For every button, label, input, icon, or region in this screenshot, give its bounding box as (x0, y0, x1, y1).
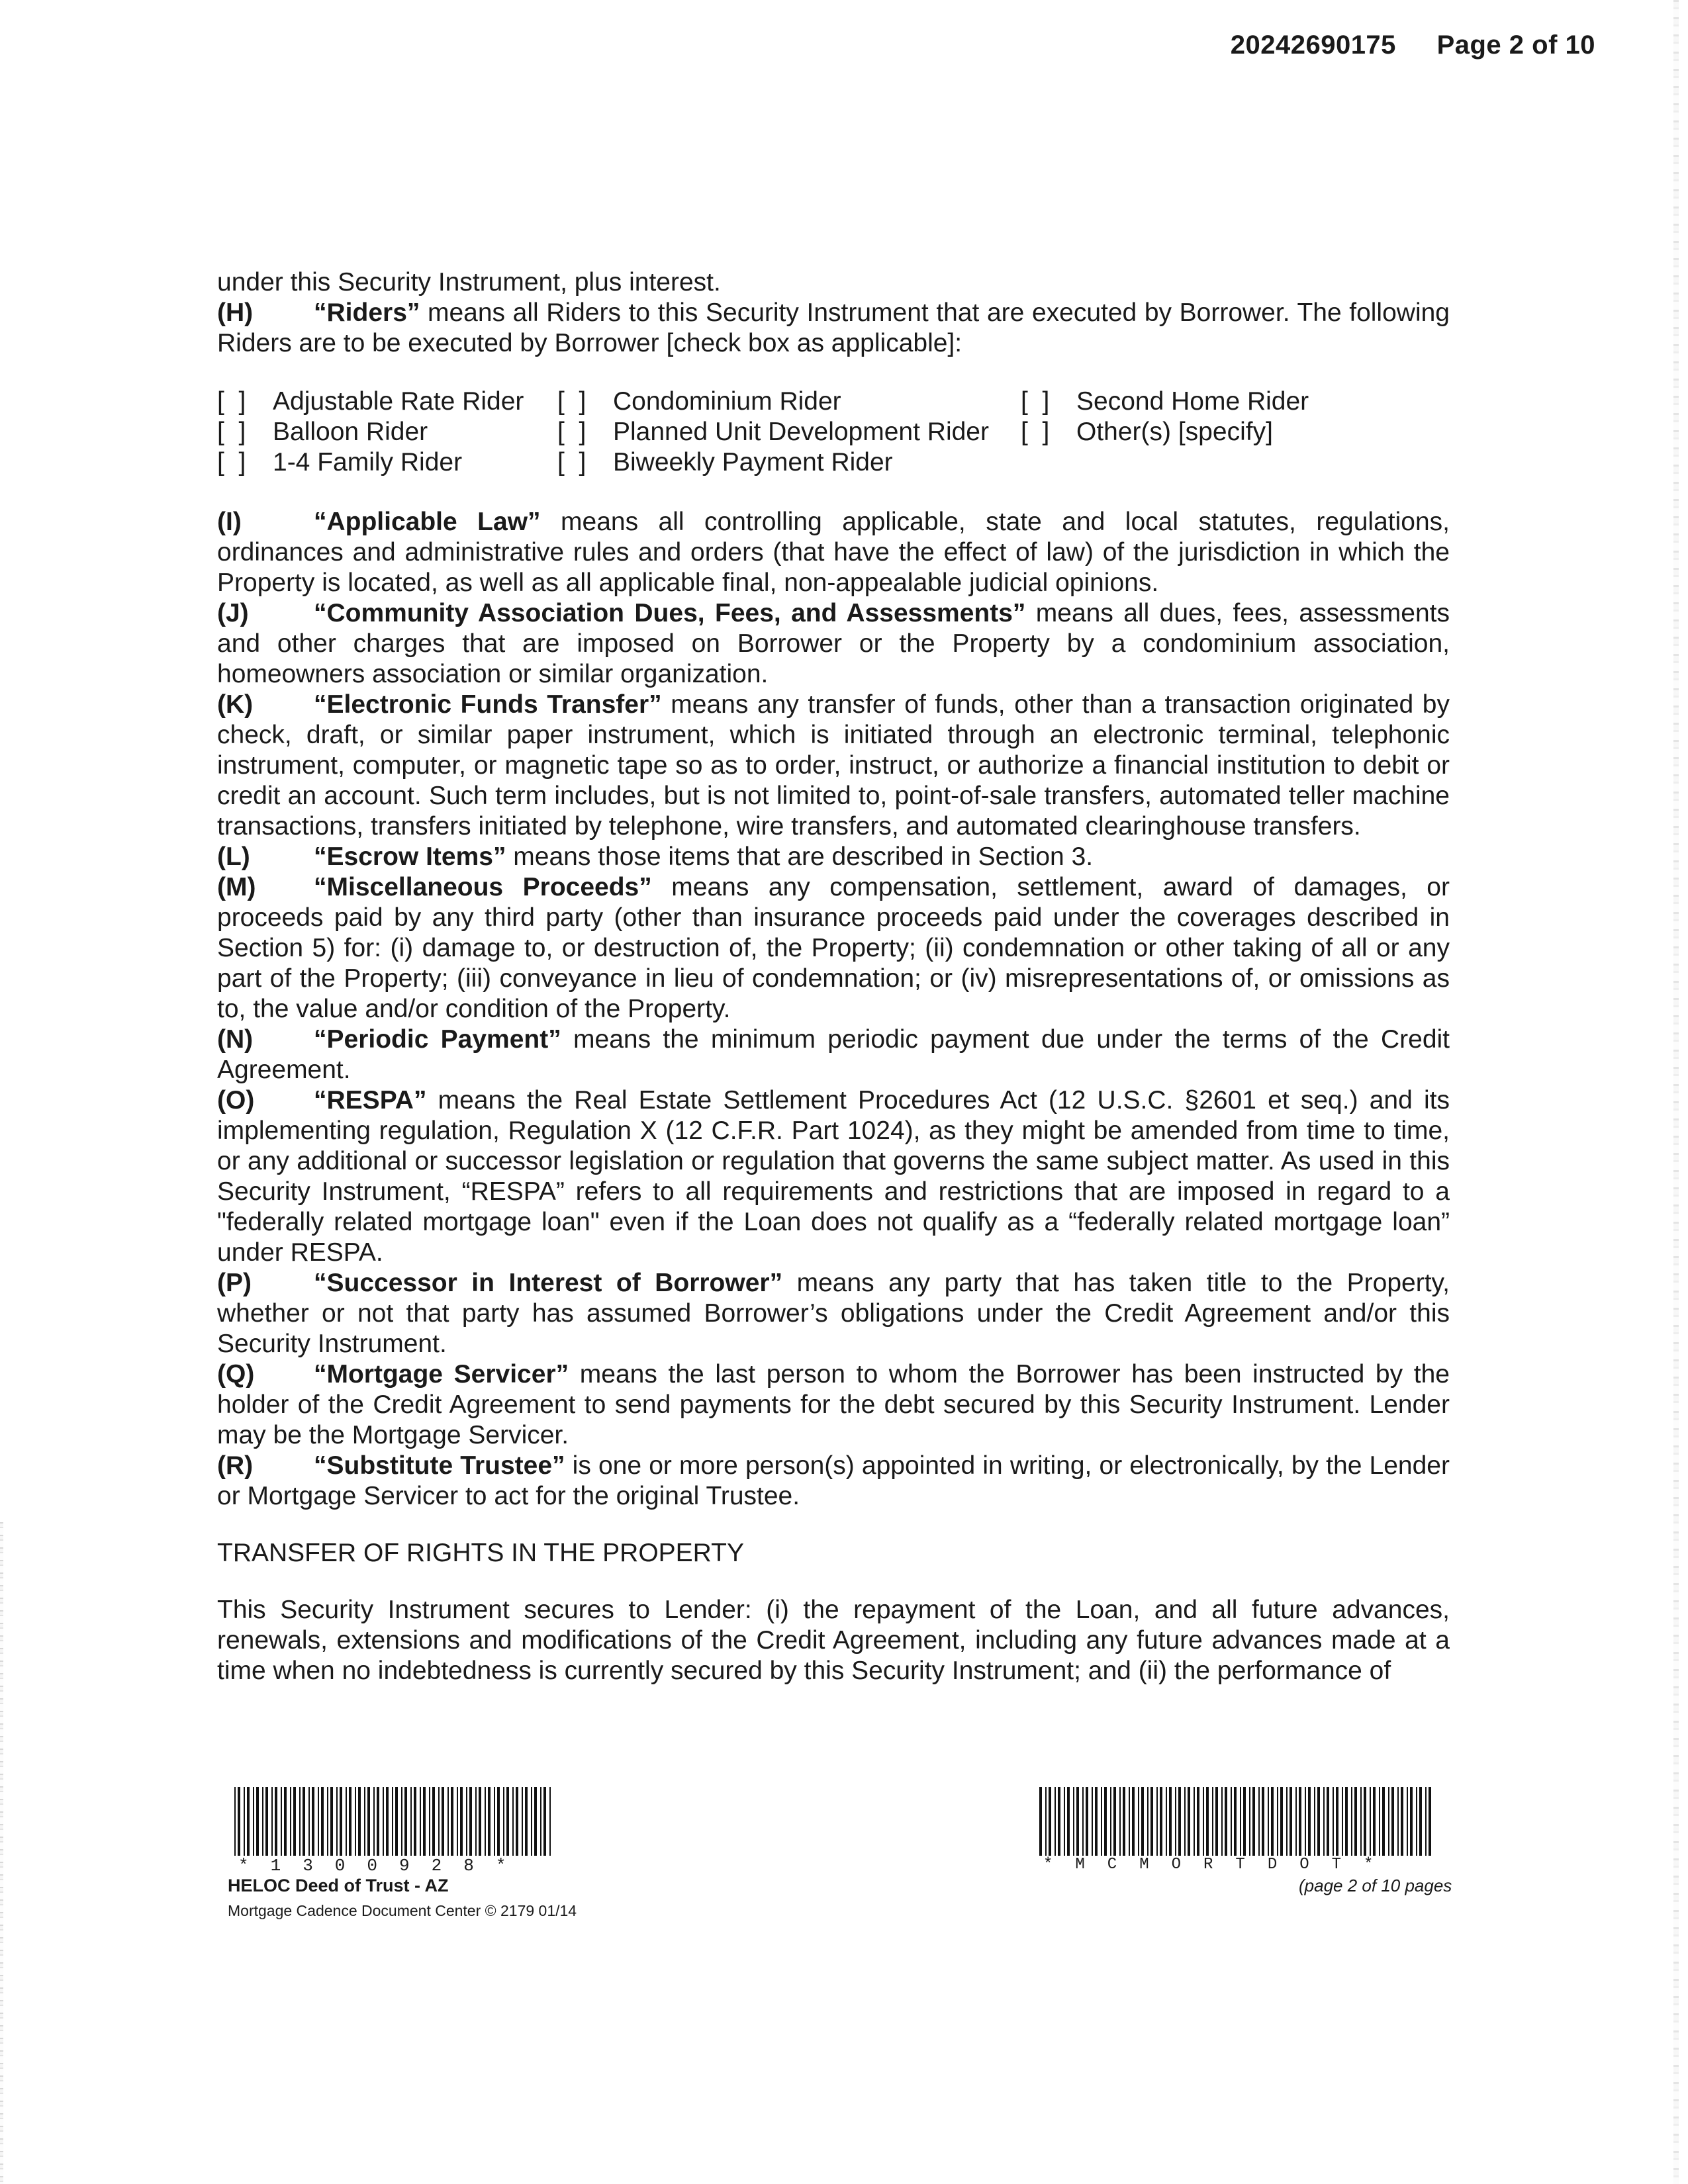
barcode-bar (383, 1787, 384, 1856)
barcode-bar (497, 1787, 500, 1856)
barcode-bar (1305, 1787, 1306, 1856)
definition-letter: (K) (217, 690, 254, 719)
barcode-bar (410, 1787, 412, 1856)
barcode-bar (262, 1787, 263, 1856)
rider-label: 1-4 Family Rider (273, 448, 463, 477)
barcode-bar (457, 1787, 458, 1856)
barcode-bar (534, 1787, 537, 1856)
barcode-bar (1129, 1787, 1130, 1856)
definition-term: “RESPA” (314, 1086, 427, 1115)
barcode-bar (1039, 1787, 1042, 1856)
scan-edge-artifact (1673, 0, 1679, 2184)
barcode-bar (1160, 1787, 1162, 1856)
definition-text: means any party that has taken title to the Property, whether or not that party has assumed Borrower’s obligations under the Credit Agreement and/or this Security Instrument. (217, 1269, 1450, 1358)
definition-letter: (Q) (217, 1360, 255, 1388)
barcode-bar (256, 1787, 259, 1856)
barcode-bar (1123, 1787, 1125, 1856)
barcode-bar (1388, 1787, 1389, 1856)
barcode-bar (1110, 1787, 1111, 1856)
rider-label: Other(s) [specify] (1076, 418, 1273, 446)
barcode-bar (1092, 1787, 1093, 1856)
definition-text: means the Real Estate Settlement Procedures Act (12 U.S.C. §2601 et seq.) and its implementing regulation, Regulation X (12 C.F.R. Part 1024), as they might be amended from time to time, or any additional or successor legislation or regulation that governs the same subject matter. As used in this Security Instrument, “RESPA” refers to all requirements and restrictions that are imposed in regard to a "federally related mortgage loan" even if the Loan does not qualify as a “federally related mortgage loan” under RESPA. (217, 1086, 1450, 1267)
barcode-bar (1407, 1787, 1408, 1856)
definition-letter: (R) (217, 1451, 254, 1480)
definition-mortgage-servicer (217, 1359, 1450, 1451)
definition-term: “Riders” (314, 298, 420, 327)
definition-term: “Substitute Trustee” (314, 1451, 565, 1480)
barcode-bar (1147, 1787, 1149, 1856)
definition-letter: (N) (217, 1025, 254, 1054)
barcode-bar (358, 1787, 361, 1856)
barcode-bar (540, 1787, 541, 1856)
barcode-bar (308, 1787, 310, 1856)
barcode-bar (1234, 1787, 1237, 1856)
barcode-bar (1240, 1787, 1241, 1856)
barcode-bar (1119, 1787, 1121, 1856)
barcode-bar (469, 1787, 472, 1856)
barcode-left (232, 1787, 556, 1856)
barcode-bar (247, 1787, 250, 1856)
barcode-bar (340, 1787, 342, 1856)
barcode-bar (1203, 1787, 1204, 1856)
barcode-bar (1197, 1787, 1199, 1856)
rider-label: Planned Unit Development Rider (613, 418, 989, 446)
barcode-bar (1370, 1787, 1371, 1856)
barcode-bar (1410, 1787, 1413, 1856)
barcode-bar (1333, 1787, 1334, 1856)
barcode-bar (1323, 1787, 1325, 1856)
barcode-bar (1150, 1787, 1153, 1856)
barcode-bar (265, 1787, 268, 1856)
barcode-bar (1391, 1787, 1394, 1856)
form-name: HELOC Deed of Trust - AZ (228, 1876, 449, 1895)
definition-text: is one or more person(s) appointed in writing, or electronically, by the Lender or Mortgage Servicer to act for the original Trustee. (217, 1451, 1450, 1510)
barcode-bar (303, 1787, 305, 1856)
transfer-of-rights-paragraph: This Security Instrument secures to Lender: (i) the repayment of the Loan, and all future advances, renewals, extensions and modifications of the Credit Agreement, including any future advances made at a time when no indebtedness is currently secured by this Security Instrument; and (ii) the performance of (217, 1596, 1450, 1685)
barcode-bar (392, 1787, 393, 1856)
barcode-bar (1342, 1787, 1343, 1856)
rider-label: Second Home Rider (1076, 387, 1309, 416)
barcode-bar (1379, 1787, 1380, 1856)
definition-text: means any compensation, settlement, award of damages, or proceeds paid by any third party (other than insurance proceeds paid under the coverages described in Section 5) for: (i) damage to, or destruction of, the Property; (ii) condemnation or other taking of all or any part of the Property; (iii) conveyance in lieu of condemnation; or (iv) misrepresentations of, or omissions as to, the value and/or condition of the Property. (217, 873, 1450, 1023)
barcode-bar (1277, 1787, 1278, 1856)
barcode-bar (355, 1787, 356, 1856)
barcode-bar (475, 1787, 477, 1856)
barcode-bar (1252, 1787, 1255, 1856)
barcode-bar (1082, 1787, 1084, 1856)
barcode-bar (1221, 1787, 1223, 1856)
rider-checkbox[interactable]: [ ] (1021, 387, 1050, 416)
definition-periodic-payment (217, 1024, 1450, 1085)
page-label: Page 2 of 10 (1436, 30, 1595, 60)
scan-edge-artifact (0, 1522, 3, 2184)
rider-checkbox[interactable]: [ ] (217, 387, 246, 416)
barcode-bar (1262, 1787, 1264, 1856)
barcode-bar (525, 1787, 528, 1856)
barcode-bar (1382, 1787, 1385, 1856)
barcode-bar (1354, 1787, 1357, 1856)
rider-checkbox[interactable]: [ ] (1021, 418, 1050, 446)
barcode-bar (447, 1787, 449, 1856)
continuation-text: under this Security Instrument, plus interest. (217, 268, 721, 296)
rider-checkbox[interactable]: [ ] (557, 418, 586, 446)
barcode-bar (1215, 1787, 1218, 1856)
barcode-bar (293, 1787, 296, 1856)
definition-community-association-dues (217, 598, 1450, 690)
definition-term: “Applicable Law” (314, 508, 541, 536)
barcode-bar (321, 1787, 324, 1856)
definition-term: “Mortgage Servicer” (314, 1360, 569, 1388)
barcode-bar (1231, 1787, 1232, 1856)
definition-term: “Miscellaneous Proceeds” (314, 873, 652, 901)
barcode-bar (275, 1787, 277, 1856)
barcode-bar (1049, 1787, 1051, 1856)
barcode-bar (1249, 1787, 1250, 1856)
rider-label: Balloon Rider (273, 418, 428, 446)
definition-letter: (I) (217, 508, 242, 536)
definition-text: means all controlling applicable, state and local statutes, regulations, ordinances and administrative rules and orders (that have the effect of law) of the jurisdiction in which the Property is located, as well as all applicable final, non-appealable judicial opinions. (217, 508, 1450, 597)
barcode-bar (442, 1787, 444, 1856)
definition-escrow-items (217, 842, 1450, 872)
barcode-bar (1299, 1787, 1301, 1856)
definition-respa (217, 1085, 1450, 1268)
barcode-bar (401, 1787, 402, 1856)
barcode-bar (432, 1787, 435, 1856)
barcode-bar (543, 1787, 546, 1856)
barcode-bar (460, 1787, 463, 1856)
definition-miscellaneous-proceeds (217, 872, 1450, 1024)
barcode-bar (253, 1787, 254, 1856)
barcode-left-text: *1300928* (238, 1856, 528, 1876)
barcode-bar (238, 1787, 240, 1856)
definition-letter: (M) (217, 873, 256, 901)
barcode-right (1037, 1787, 1434, 1856)
barcode-bar (1194, 1787, 1195, 1856)
barcode-bar (1132, 1787, 1135, 1856)
barcode-bar (1178, 1787, 1181, 1856)
barcode-bar (1243, 1787, 1246, 1856)
barcode-bar (1073, 1787, 1074, 1856)
barcode-bar (1067, 1787, 1070, 1856)
footer-page-note: (page 2 of 10 pages (1299, 1876, 1452, 1895)
definition-term: “Electronic Funds Transfer” (314, 690, 662, 719)
barcode-bar (318, 1787, 319, 1856)
barcode-bar (327, 1787, 328, 1856)
definition-term: “Successor in Interest of Borrower” (314, 1269, 783, 1297)
barcode-bar (1045, 1787, 1047, 1856)
definition-applicable-law (217, 507, 1450, 598)
definition-electronic-funds-transfer (217, 690, 1450, 842)
barcode-right-text: *MCMORTDOT* (1043, 1856, 1396, 1874)
definition-riders (217, 298, 1450, 359)
barcode-bar (485, 1787, 486, 1856)
barcode-bar (512, 1787, 514, 1856)
barcode-bar (1425, 1787, 1427, 1856)
barcode-bar (386, 1787, 389, 1856)
barcode-bar (1336, 1787, 1338, 1856)
barcode-bar (429, 1787, 430, 1856)
definition-term: “Escrow Items” (314, 842, 506, 871)
barcode-bar (1225, 1787, 1227, 1856)
definition-text: means those items that are described in Section 3. (506, 842, 1094, 871)
barcode-bar (1156, 1787, 1158, 1856)
barcode-bar (1175, 1787, 1176, 1856)
barcode-bar (531, 1787, 532, 1856)
barcode-bar (420, 1787, 421, 1856)
barcode-bar (1314, 1787, 1315, 1856)
definition-text: means the last person to whom the Borrower has been instructed by the holder of the Credit Agreement to send payments for the debt secured by this Security Instrument. Lender may be the Mortgage Servicer. (217, 1360, 1450, 1449)
barcode-bar (364, 1787, 365, 1856)
definition-successor-in-interest (217, 1268, 1450, 1359)
barcode-bar (479, 1787, 481, 1856)
barcode-bar (1138, 1787, 1139, 1856)
definition-letter: (H) (217, 298, 254, 327)
barcode-bar (1166, 1787, 1167, 1856)
barcode-bar (549, 1787, 551, 1856)
barcode-bar (451, 1787, 453, 1856)
barcode-bar (506, 1787, 509, 1856)
barcode-bar (516, 1787, 518, 1856)
definition-letter: (P) (217, 1269, 252, 1297)
definition-letter: (O) (217, 1086, 255, 1115)
barcode-bar (466, 1787, 467, 1856)
barcode-bar (494, 1787, 495, 1856)
barcode-bar (346, 1787, 347, 1856)
page-header (1231, 30, 1595, 60)
barcode-bar (404, 1787, 407, 1856)
barcode-bar (1373, 1787, 1376, 1856)
barcode-bar (1113, 1787, 1116, 1856)
barcode-bar (1317, 1787, 1320, 1856)
barcode-bar (1286, 1787, 1288, 1856)
definition-term: “Community Association Dues, Fees, and Assessments” (314, 599, 1026, 627)
document-number: 20242690175 (1230, 30, 1396, 60)
barcode-bar (281, 1787, 282, 1856)
barcode-bar (1141, 1787, 1144, 1856)
barcode-bar (1095, 1787, 1098, 1856)
barcode-bar (367, 1787, 370, 1856)
barcode-bar (373, 1787, 375, 1856)
barcode-bar (1345, 1787, 1348, 1856)
barcode-bar (1351, 1787, 1352, 1856)
barcode-bar (1308, 1787, 1311, 1856)
barcode-bar (299, 1787, 301, 1856)
barcode-bar (1064, 1787, 1065, 1856)
section-heading: TRANSFER OF RIGHTS IN THE PROPERTY (217, 1539, 744, 1567)
riders-checklist (217, 387, 1450, 478)
barcode-bar (1289, 1787, 1292, 1856)
barcode-bar (349, 1787, 352, 1856)
rider-checkbox[interactable]: [ ] (217, 448, 246, 477)
barcode-bar (1364, 1787, 1366, 1856)
barcode-bar (1184, 1787, 1186, 1856)
barcode-bar (1055, 1787, 1056, 1856)
barcode-bar (330, 1787, 333, 1856)
barcode-bar (1295, 1787, 1297, 1856)
barcode-bar (1101, 1787, 1102, 1856)
barcode-bar (271, 1787, 273, 1856)
definition-letter: (L) (217, 842, 250, 871)
definition-text: means any transfer of funds, other than a transaction originated by check, draft, or similar paper instrument, which is initiated through an electronic terminal, telephonic instrument, computer, or magnetic tape so as to order, instruct, or authorize a financial institution to debit or credit an account. Such term includes, but is not limited to, point-of-sale transfers, automated teller machine transactions, transfers initiated by telephone, wire transfers, and automated clearinghouse transfers. (217, 690, 1450, 841)
barcode-bar (336, 1787, 338, 1856)
barcode-bar (234, 1787, 236, 1856)
definition-letter: (J) (217, 599, 249, 627)
barcode-bar (1280, 1787, 1283, 1856)
barcode-bar (1258, 1787, 1260, 1856)
barcode-bar (503, 1787, 504, 1856)
barcode-bar (1058, 1787, 1060, 1856)
barcode-bar (1268, 1787, 1269, 1856)
barcode-bar (438, 1787, 440, 1856)
barcode-bar (1419, 1787, 1422, 1856)
definition-text: means the minimum periodic payment due under the terms of the Credit Agreement. (217, 1025, 1450, 1084)
barcode-bar (1086, 1787, 1088, 1856)
barcode-bar (312, 1787, 314, 1856)
barcode-bar (290, 1787, 291, 1856)
barcode-bar (1271, 1787, 1274, 1856)
definition-substitute-trustee (217, 1451, 1450, 1512)
barcode-bar (423, 1787, 426, 1856)
barcode-bar (1416, 1787, 1417, 1856)
document-body (217, 267, 1450, 1686)
barcode-bar (1076, 1787, 1079, 1856)
barcode-bar (1212, 1787, 1213, 1856)
document-center-credit: Mortgage Cadence Document Center © 2179 01/14 (228, 1902, 577, 1919)
barcode-bar (395, 1787, 398, 1856)
barcode-bar (522, 1787, 523, 1856)
barcode-bar (1327, 1787, 1329, 1856)
barcode-bar (1429, 1787, 1431, 1856)
rider-checkbox[interactable]: [ ] (557, 387, 586, 416)
barcode-bar (1188, 1787, 1190, 1856)
barcode-bar (1401, 1787, 1403, 1856)
barcode-bar (1104, 1787, 1107, 1856)
barcode-bar (1206, 1787, 1209, 1856)
definition-text: means all dues, fees, assessments and other charges that are imposed on Borrower or the Property by a condominium association, homeowners association or similar organization. (217, 599, 1450, 688)
barcode-bar (244, 1787, 245, 1856)
barcode-bar (377, 1787, 379, 1856)
rider-checkbox[interactable]: [ ] (217, 418, 246, 446)
barcode-bar (1397, 1787, 1399, 1856)
barcode-bar (414, 1787, 416, 1856)
rider-label: Biweekly Payment Rider (613, 448, 893, 477)
definition-term: “Periodic Payment” (314, 1025, 561, 1054)
rider-label: Adjustable Rate Rider (273, 387, 524, 416)
rider-label: Condominium Rider (613, 387, 841, 416)
barcode-bar (488, 1787, 491, 1856)
rider-checkbox[interactable]: [ ] (557, 448, 586, 477)
barcode-bar (1360, 1787, 1362, 1856)
barcode-bar (284, 1787, 287, 1856)
definition-text: means all Riders to this Security Instrument that are executed by Borrower. The following Riders are to be executed by Borrower [check box as applicable]: (217, 298, 1450, 357)
barcode-bar (1169, 1787, 1172, 1856)
